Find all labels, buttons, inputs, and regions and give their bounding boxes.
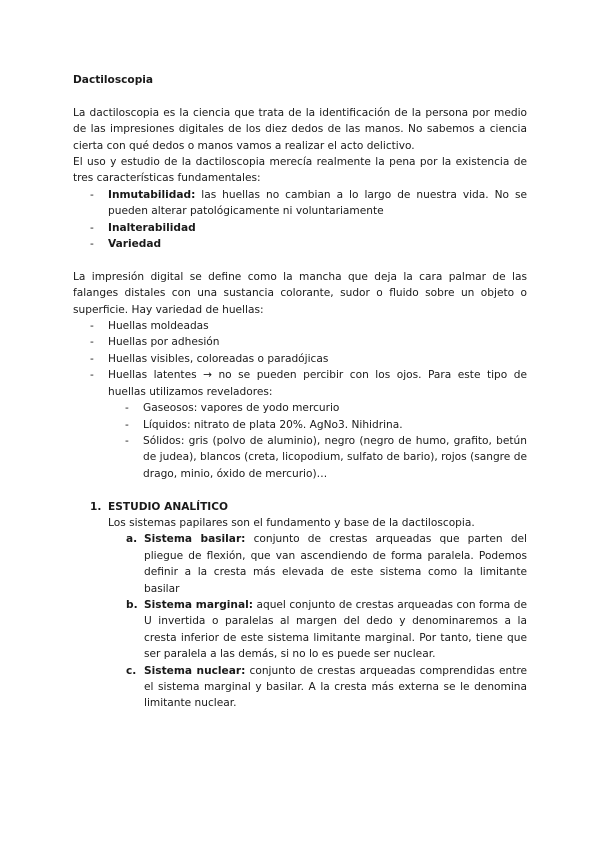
use-paragraph: El uso y estudio de la dactiloscopia merecía realmente la pena por la existencia de tres características fundamentales: — [73, 156, 527, 185]
characteristics-list — [73, 187, 527, 253]
system-text: conjunto de crestas arqueadas comprendidas entre el sistema marginal y basilar. A la cresta más externa se le denomina limitante nuclear. — [144, 664, 527, 710]
document-body — [73, 72, 527, 712]
system-text: aquel conjunto de crestas arqueadas con forma de U invertida o paralelas al margen del dedo y denominaremos a la cresta inferior de este sistema limitante marginal. Por tanto, tiene que ser paralela a las demás, si no lo es puede ser nuclear. — [144, 598, 527, 661]
list-item — [73, 220, 527, 236]
system-text: conjunto de crestas arqueadas que parten del pliegue de flexión, que van ascendiendo de forma paralela. Podemos definir a la cresta más elevada de este sistema como la limitante basilar — [144, 533, 528, 595]
spacer — [73, 252, 527, 268]
spacer — [73, 482, 527, 498]
system-term: Sistema marginal: — [144, 598, 253, 611]
impression-paragraph: La impresión digital se define como la mancha que deja la cara palmar de las falanges distales con una sustancia colorante, sudor o fluido sobre un objeto o superficie. Hay variedad de huellas: — [73, 270, 527, 316]
list-item: - Sólidos: gris (polvo de aluminio), negro (negro de humo, grafito, betún de judea), blancos (creta, licopodium, sulfato de bario), rojos (sangre de drago, minio, óxido de mercurio)… — [108, 433, 527, 482]
characteristic-term: Inalterabilidad — [108, 221, 196, 234]
latent-prints-text: Huellas latentes → no se pueden percibir con los ojos. Para este tipo de huellas utilizamos reveladores: — [108, 369, 527, 398]
item-marker: b. — [126, 598, 138, 611]
section-number: 1. — [90, 500, 102, 513]
characteristic-text: las huellas no cambian a lo largo de nuestra vida. No se pueden alterar patológicamente ni voluntariamente — [108, 188, 527, 218]
list-item: - Huellas visibles, coloreadas o paradójicas — [73, 351, 527, 367]
list-item — [73, 531, 527, 597]
spacer — [73, 88, 527, 104]
list-item — [73, 187, 527, 220]
characteristic-term: Variedad — [108, 238, 162, 251]
item-marker: c. — [126, 664, 137, 677]
system-term: Sistema basilar: — [144, 533, 246, 546]
list-item — [73, 236, 527, 252]
list-item: - Líquidos: nitrato de plata 20%. AgNo3. Nihidrina. — [108, 417, 527, 433]
list-item: - Huellas moldeadas — [73, 318, 527, 334]
document-title: Dactiloscopia — [73, 74, 154, 86]
characteristic-term: Inmutabilidad: — [108, 188, 196, 201]
intro-paragraph: La dactiloscopia es la ciencia que trata de la identificación de la persona por medio de las impresiones digitales de los diez dedos de las manos. No sabemos a ciencia cierta con qué dedos o manos vamos a realizar el acto delictivo. — [73, 106, 527, 152]
systems-list — [73, 531, 527, 711]
list-item: - Gaseosos: vapores de yodo mercurio — [108, 400, 527, 416]
print-types-list — [73, 318, 527, 482]
list-item — [73, 367, 527, 482]
section-intro: Los sistemas papilares son el fundamento y base de la dactiloscopia. — [108, 516, 475, 529]
list-item: - Huellas por adhesión — [73, 334, 527, 350]
list-item — [73, 597, 527, 663]
revealers-list — [108, 400, 527, 482]
system-term: Sistema nuclear: — [144, 664, 246, 677]
section-title: ESTUDIO ANALÍTICO — [108, 500, 229, 513]
list-item — [73, 663, 527, 712]
section-heading — [73, 499, 527, 515]
item-marker: a. — [126, 533, 138, 546]
